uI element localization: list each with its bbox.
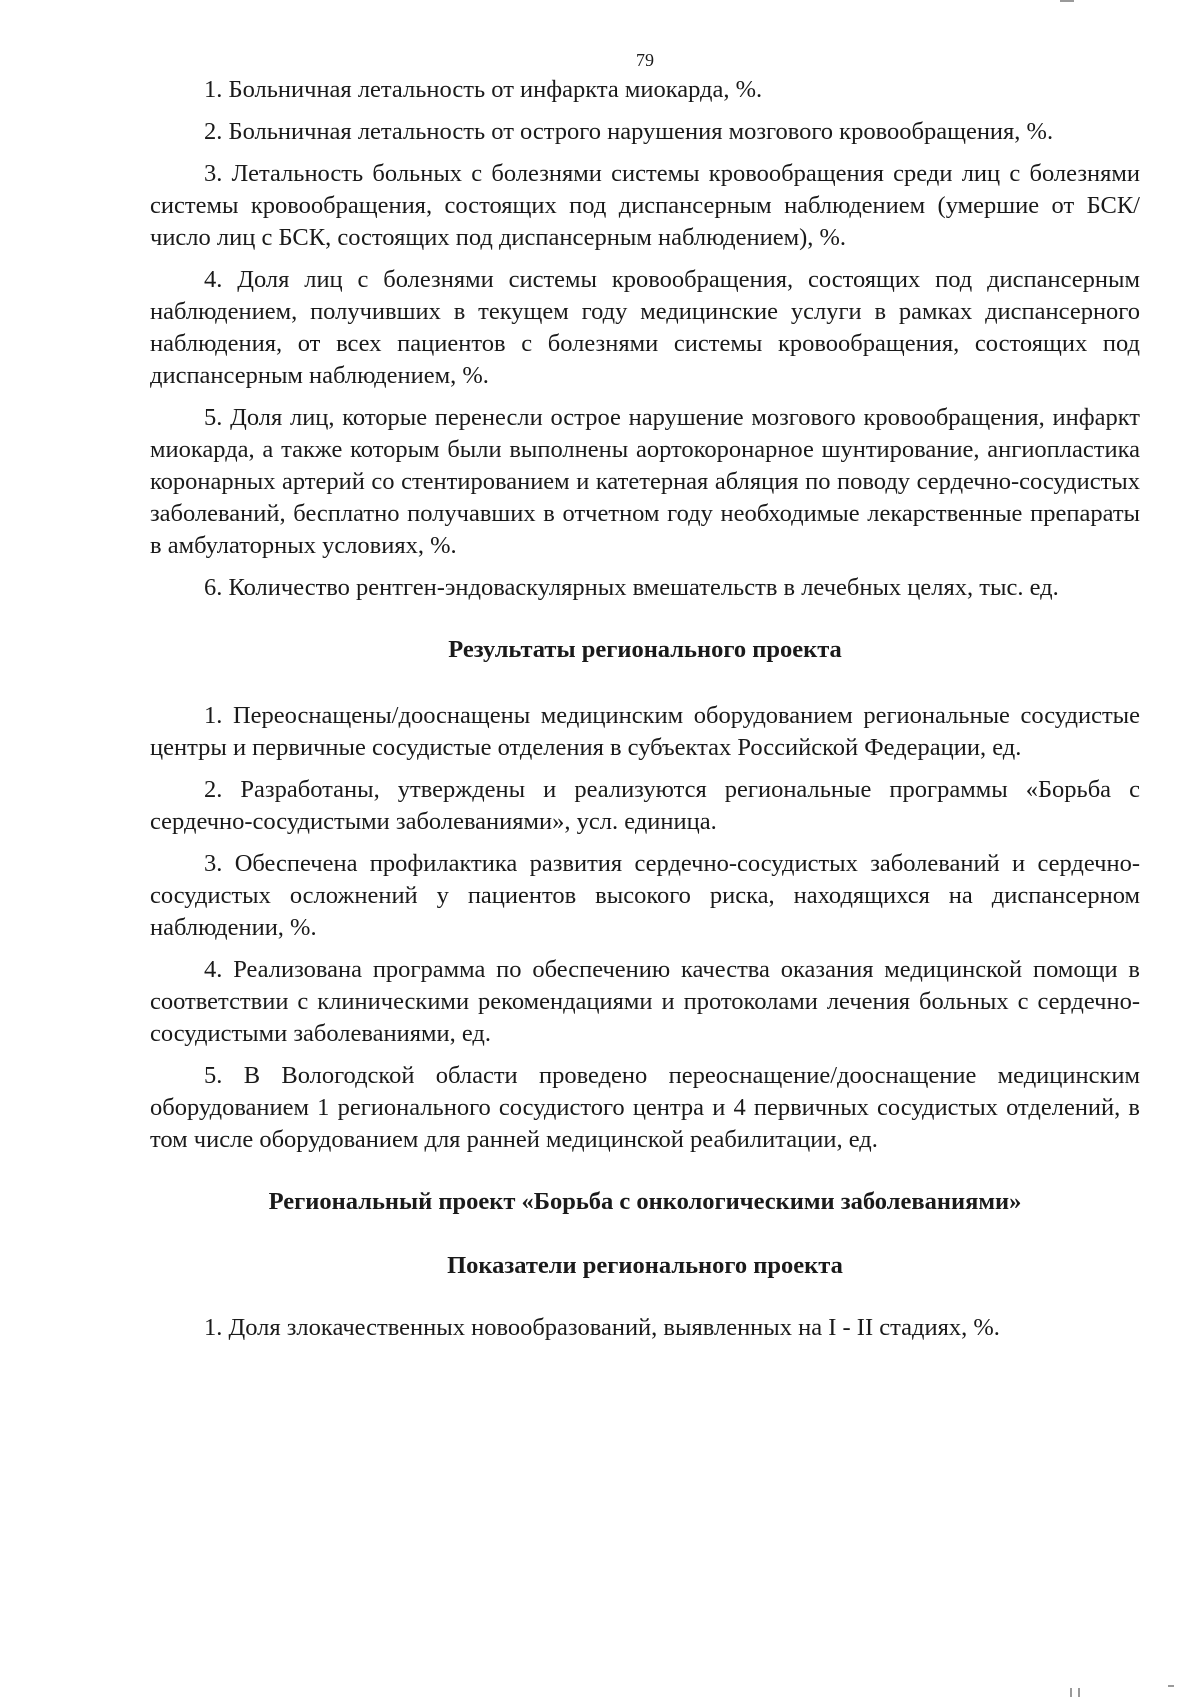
indicator-item-1: 1. Больничная летальность от инфаркта миокарда, %.: [204, 76, 763, 103]
indicators-list-oncology: [150, 1312, 1140, 1344]
result-item-4: 4. Реализована программа по обеспечению качества оказания медицинской помощи в соответствии с клиническими рекомендациями и протоколами лечения больных с сердечно-сосудистыми заболеваниями, ед.: [150, 956, 1140, 1047]
oncology-indicator-item-1: 1. Доля злокачественных новообразований, выявленных на I - II стадиях, %.: [204, 1314, 1000, 1341]
result-item-5: 5. В Вологодской области проведено переоснащение/дооснащение медицинским оборудованием 1 регионального сосудистого центра и 4 первичных сосудистых отделений, в том числе оборудованием для ранней медицинской реабилитации, ед.: [150, 1062, 1140, 1153]
indicator-item-6: 6. Количество рентген-эндоваскулярных вмешательств в лечебных целях, тыс. ед.: [204, 574, 1059, 601]
result-item-1: 1. Переоснащены/дооснащены медицинским оборудованием региональные сосудистые центры и первичные сосудистые отделения в субъектах Российской Федерации, ед.: [150, 702, 1140, 761]
page-content: [150, 74, 1140, 1354]
indicator-item-2: 2. Больничная летальность от острого нарушения мозгового кровообращения, %.: [204, 118, 1054, 145]
scan-artifact-bottom-right-1: [1070, 1688, 1072, 1697]
scan-artifact-bottom-right-3: [1168, 1685, 1174, 1687]
scan-artifact-bottom-right-2: [1078, 1688, 1080, 1697]
results-list: [150, 700, 1140, 1156]
page-number: 79: [636, 50, 654, 70]
indicators-list-cardio: [150, 74, 1140, 604]
result-item-3: 3. Обеспечена профилактика развития сердечно-сосудистых заболеваний и сердечно-сосудистых осложнений у пациентов высокого риска, находящихся на диспансерном наблюдении, %.: [150, 850, 1140, 941]
indicator-item-5: 5. Доля лиц, которые перенесли острое нарушение мозгового кровообращения, инфаркт миокарда, а также которым были выполнены аортокоронарное шунтирование, ангиопластика коронарных артерий со стентированием и катетерная абляция по поводу сердечно-сосудистых заболеваний, бесплатно получавших в отчетном году необходимые лекарственные препараты в амбулаторных условиях, %.: [150, 404, 1140, 559]
result-item-2: 2. Разработаны, утверждены и реализуются региональные программы «Борьба с сердечно-сосудистыми заболеваниями», усл. единица.: [150, 776, 1140, 835]
oncology-indicators-heading: Показатели регионального проекта: [447, 1252, 843, 1279]
indicator-item-4: 4. Доля лиц с болезнями системы кровообращения, состоящих под диспансерным наблюдением, получивших в текущем году медицинские услуги в рамках диспансерного наблюдения, от всех пациентов с болезнями системы кровообращения, состоящих под диспансерным наблюдением, %.: [150, 266, 1140, 389]
oncology-project-heading: Региональный проект «Борьба с онкологическими заболеваниями»: [268, 1188, 1022, 1215]
results-heading: Результаты регионального проекта: [448, 636, 842, 663]
scan-artifact-top-right: [1060, 0, 1074, 2]
indicator-item-3: 3. Летальность больных с болезнями системы кровообращения среди лиц с болезнями системы кровообращения, состоящих под диспансерным наблюдением (умершие от БСК/число лиц с БСК, состоящих под диспансерным наблюдением), %.: [150, 160, 1140, 251]
